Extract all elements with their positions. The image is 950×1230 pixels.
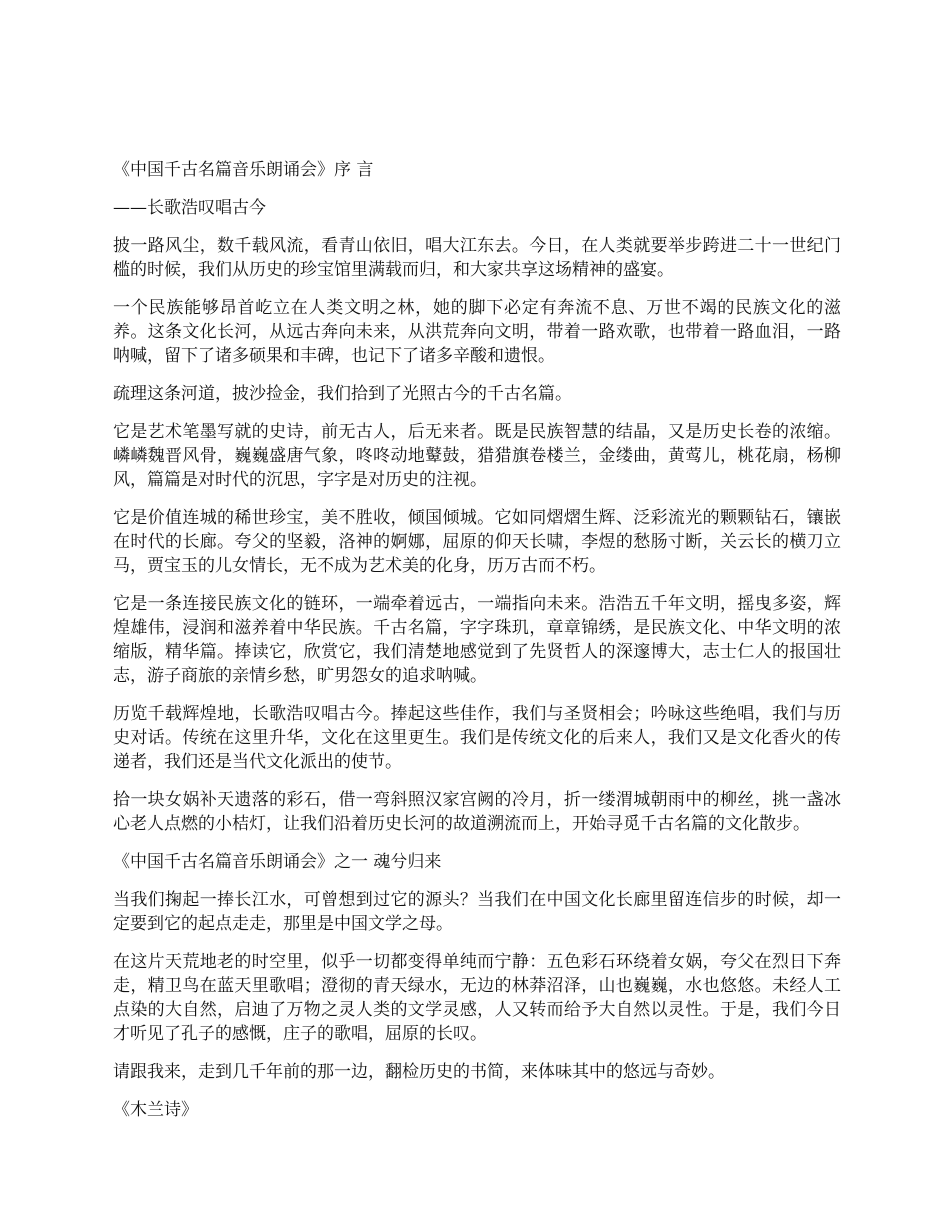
paragraph: 疏理这条河道，披沙捡金，我们拾到了光照古今的千古名篇。 <box>113 384 572 404</box>
paragraph: 披一路风尘，数千载风流，看青山依旧，唱大江东去。今日，在人类就要举步跨进二十一世纪门槛的时候，我们从历史的珍宝馆里满载而归，和大家共享这场精神的盛宴。 <box>113 236 841 280</box>
document-page <box>113 158 841 1136</box>
poem-title: 《木兰诗》 <box>113 1100 198 1120</box>
section-paragraph: 在这片天荒地老的时空里，似乎一切都变得单纯而宁静：五色彩石环绕着女娲，夸父在烈日下奔走，精卫鸟在蓝天里歌唱；澄彻的青天绿水，无边的林莽沼泽，山也巍巍，水也悠悠。未经人工点染的大自然，启迪了万物之灵人类的文学灵感，人又转而给予大自然以灵性。于是，我们今日才听见了孔子的感慨，庄子的歌唱，屈原的长叹。 <box>113 952 841 1044</box>
document-title: 《中国千古名篇音乐朗诵会》序 言 <box>113 160 374 180</box>
section-paragraph: 请跟我来，走到几千年前的那一边，翻检历史的书简，来体味其中的悠远与奇妙。 <box>113 1062 725 1082</box>
paragraph: 拾一块女娲补天遗落的彩石，借一弯斜照汉家宫阙的冷月，折一缕渭城朝雨中的柳丝，挑一盏冰心老人点燃的小桔灯，让我们沿着历史长河的故道溯流而上，开始寻觅千古名篇的文化散步。 <box>113 790 841 834</box>
section-paragraph: 当我们掬起一捧长江水，可曾想到过它的源头？当我们在中国文化长廊里留连信步的时候，却一定要到它的起点走走，那里是中国文学之母。 <box>113 890 841 934</box>
paragraph: 它是价值连城的稀世珍宝，美不胜收，倾国倾城。它如同熠熠生辉、泛彩流光的颗颗钻石，镶嵌在时代的长廊。夸父的坚毅，洛神的婀娜，屈原的仰天长啸，李煜的愁肠寸断，关云长的横刀立马，贾宝玉的儿女情长，无不成为艺术美的化身，历万古而不朽。 <box>113 508 841 576</box>
paragraph: 历览千载辉煌地，长歌浩叹唱古今。捧起这些佳作，我们与圣贤相会；吟咏这些绝唱，我们与历史对话。传统在这里升华，文化在这里更生。我们是传统文化的后来人，我们又是文化香火的传递者，我们还是当代文化派出的使节。 <box>113 704 841 772</box>
section-title: 《中国千古名篇音乐朗诵会》之一 魂兮归来 <box>113 852 442 872</box>
paragraph: 它是艺术笔墨写就的史诗，前无古人，后无来者。既是民族智慧的结晶，又是历史长卷的浓缩。嶙嶙魏晋风骨，巍巍盛唐气象，咚咚动地鼙鼓，猎猎旗卷楼兰，金缕曲，黄莺儿，桃花扇，杨柳风，篇篇是对时代的沉思，字字是对历史的注视。 <box>113 422 841 490</box>
document-subtitle: ——长歌浩叹唱古今 <box>113 198 266 218</box>
paragraph: 一个民族能够昂首屹立在人类文明之林，她的脚下必定有奔流不息、万世不竭的民族文化的滋养。这条文化长河，从远古奔向未来，从洪荒奔向文明，带着一路欢歌，也带着一路血泪，一路呐喊，留下了诸多硕果和丰碑，也记下了诸多辛酸和遗恨。 <box>113 298 841 366</box>
paragraph: 它是一条连接民族文化的链环，一端牵着远古，一端指向未来。浩浩五千年文明，摇曳多姿，辉煌雄伟，浸润和滋养着中华民族。千古名篇，字字珠玑，章章锦绣，是民族文化、中华文明的浓缩版，精华篇。捧读它，欣赏它，我们清楚地感觉到了先贤哲人的深邃博大，志士仁人的报国壮志，游子商旅的亲情乡愁，旷男怨女的追求呐喊。 <box>113 594 841 686</box>
